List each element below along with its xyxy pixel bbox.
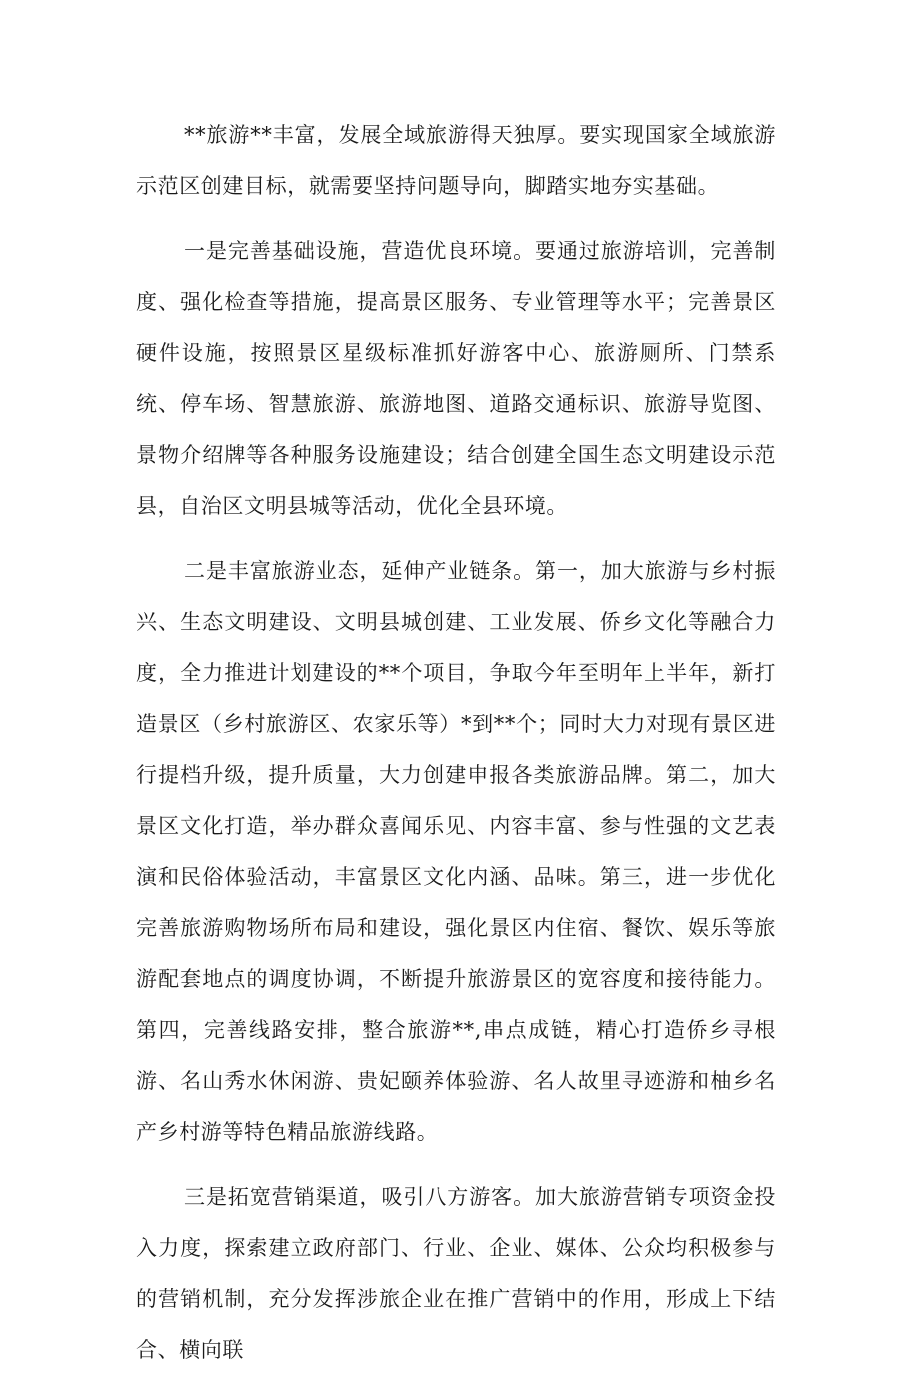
paragraph-infrastructure: 一是完善基础设施，营造优良环境。要通过旅游培训，完善制度、强化检查等措施，提高景区服务、专业管理等水平；完善景区硬件设施，按照景区星级标准抓好游客中心、旅游厕所、门禁系统、停车场、智慧旅游、旅游地图、道路交通标识、旅游导览图、景物介绍牌等各种服务设施建设；结合创建全国生态文明建设示范县，自治区文明县城等活动，优化全县环境。	[136, 239, 776, 518]
paragraph-marketing: 三是拓宽营销渠道，吸引八方游客。加大旅游营销专项资金投入力度，探索建立政府部门、行业、企业、媒体、公众均积极参与的营销机制，充分发挥涉旅企业在推广营销中的作用，形成上下结合、横向联	[136, 1185, 776, 1362]
paragraph-intro: **旅游**丰富，发展全域旅游得天独厚。要实现国家全域旅游示范区创建目标，就需要坚持问题导向，脚踏实地夯实基础。	[136, 123, 776, 198]
paragraph-tourism-formats: 二是丰富旅游业态，延伸产业链条。第一，加大旅游与乡村振兴、生态文明建设、文明县城创建、工业发展、侨乡文化等融合力度，全力推进计划建设的**个项目，争取今年至明年上半年，新打造景区（乡村旅游区、农家乐等）*到**个；同时大力对现有景区进行提档升级，提升质量，大力创建申报各类旅游品牌。第二，加大景区文化打造，举办群众喜闻乐见、内容丰富、参与性强的文艺表演和民俗体验活动，丰富景区文化内涵、品味。第三，进一步优化完善旅游购物场所布局和建设，强化景区内住宿、餐饮、娱乐等旅游配套地点的调度协调，不断提升旅游景区的宽容度和接待能力。第四，完善线路安排，整合旅游**,串点成链，精心打造侨乡寻根游、名山秀水休闲游、贵妃颐养体验游、名人故里寻迹游和柚乡名产乡村游等特色精品旅游线路。	[136, 559, 776, 1144]
document-body	[136, 110, 776, 1390]
